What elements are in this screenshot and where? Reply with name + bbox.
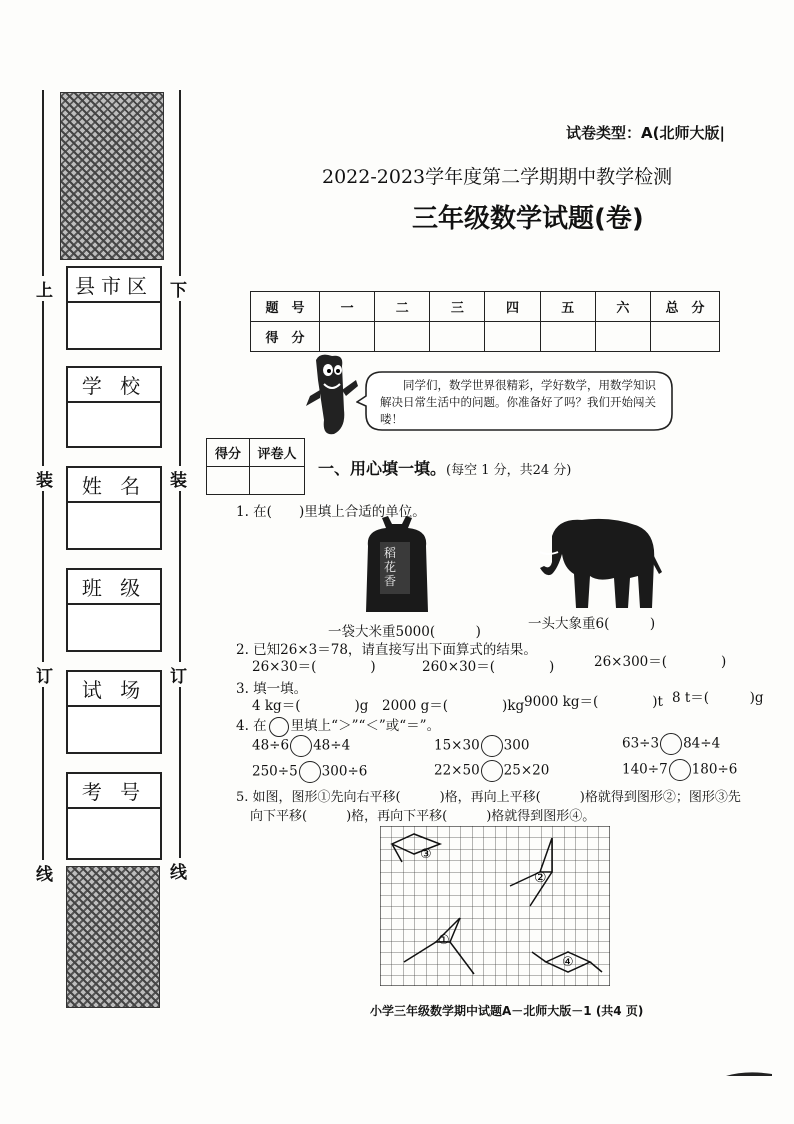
q4-item: 22×50 25×20 bbox=[434, 760, 549, 782]
field-exam-room[interactable] bbox=[66, 670, 162, 754]
score-table bbox=[250, 291, 720, 352]
q1-rice-label: 一袋大米重5000( ) bbox=[328, 624, 481, 640]
q5-line2: 向下平移( )格，再向下平移( )格就得到图形④。 bbox=[250, 809, 596, 824]
answer-circle[interactable] bbox=[290, 735, 312, 757]
q4-item: 15×30 300 bbox=[434, 735, 529, 757]
field-label: 试 场 bbox=[68, 672, 160, 707]
q4-text-pre: 4. 在 bbox=[236, 718, 267, 734]
score-cell[interactable] bbox=[320, 322, 375, 352]
q3-d: 8 t＝( )g bbox=[672, 690, 764, 706]
score-row-label: 得 分 bbox=[251, 322, 320, 352]
translation-grid-figure bbox=[380, 826, 610, 986]
field-school[interactable] bbox=[66, 366, 162, 448]
decorative-pattern-top bbox=[60, 92, 164, 260]
shape-label-4: ④ bbox=[562, 955, 574, 970]
binding-char-zhuang-left: 装 bbox=[36, 466, 53, 491]
score-header-cell: 三 bbox=[430, 292, 485, 322]
score-cell[interactable] bbox=[540, 322, 595, 352]
field-label: 班 级 bbox=[68, 570, 160, 605]
field-exam-number[interactable] bbox=[66, 772, 162, 860]
binding-char-ding-left: 订 bbox=[36, 662, 53, 687]
shape-label-2: ② bbox=[534, 870, 547, 886]
field-county[interactable] bbox=[66, 266, 162, 350]
binding-char-ding-right: 订 bbox=[170, 662, 187, 687]
score-header-cell: 六 bbox=[595, 292, 650, 322]
grader-score-header: 得分 bbox=[207, 439, 250, 467]
binding-char-zhuang-right: 装 bbox=[170, 466, 187, 491]
field-label: 姓 名 bbox=[68, 468, 160, 503]
rice-bag-text: 稻花香 bbox=[384, 546, 397, 588]
q4-item: 48÷6 48÷4 bbox=[252, 735, 350, 757]
score-header-cell: 二 bbox=[375, 292, 430, 322]
answer-circle[interactable] bbox=[481, 735, 503, 757]
paper-type: 试卷类型：A(北师大版| bbox=[566, 124, 725, 142]
answer-circle[interactable] bbox=[660, 733, 682, 755]
compare-circle-icon bbox=[269, 717, 289, 737]
grader-table bbox=[206, 438, 305, 495]
q1-elephant-label: 一头大象重6( ) bbox=[528, 616, 656, 632]
grader-name-cell[interactable] bbox=[250, 467, 305, 495]
score-header-cell: 五 bbox=[540, 292, 595, 322]
shape-label-1: ① bbox=[438, 933, 450, 948]
q4-text-post: 里填上“＞”“＜”或“＝”。 bbox=[290, 718, 441, 734]
elephant-image bbox=[534, 512, 664, 612]
exam-title: 2022-2023学年度第二学期期中教学检测 bbox=[322, 166, 673, 188]
score-cell[interactable] bbox=[651, 322, 720, 352]
score-header-cell: 一 bbox=[320, 292, 375, 322]
q4-item: 63÷3 84÷4 bbox=[622, 733, 720, 755]
field-label: 县市区 bbox=[68, 268, 160, 303]
answer-circle[interactable] bbox=[299, 761, 321, 783]
q3-text: 3. 填一填。 bbox=[236, 681, 308, 697]
section1-title bbox=[318, 456, 571, 479]
scan-mark bbox=[724, 1066, 774, 1078]
q1-text: 1. 在( )里填上合适的单位。 bbox=[236, 504, 426, 520]
field-name[interactable] bbox=[66, 466, 162, 550]
binding-char-bottom: 下 bbox=[170, 276, 187, 301]
binding-char-xian-left: 线 bbox=[36, 860, 53, 885]
shape-label-3: ③ bbox=[420, 847, 432, 862]
decorative-pattern-bottom bbox=[66, 866, 160, 1008]
mascot-illustration bbox=[302, 350, 362, 440]
page-footer: 小学三年级数学期中试题A－北师大版－1 (共4 页) bbox=[370, 1004, 644, 1018]
score-cell[interactable] bbox=[595, 322, 650, 352]
section1-note: (每空 1 分，共24 分) bbox=[446, 463, 572, 478]
q5-line1: 5. 如图，图形①先向右平移( )格，再向上平移( )格就得到图形②；图形③先 bbox=[236, 790, 741, 805]
q3-c: 9000 kg＝( )t bbox=[524, 694, 663, 710]
score-header-cell: 四 bbox=[485, 292, 540, 322]
score-cell[interactable] bbox=[485, 322, 540, 352]
q2-a: 26×30＝( ) bbox=[252, 659, 376, 675]
q2-b: 260×30＝( ) bbox=[422, 659, 555, 675]
answer-circle[interactable] bbox=[481, 760, 503, 782]
score-cell[interactable] bbox=[430, 322, 485, 352]
field-label: 学 校 bbox=[68, 368, 160, 403]
q3-b: 2000 g＝( )kg bbox=[382, 698, 525, 714]
score-cell[interactable] bbox=[375, 322, 430, 352]
binding-char-xian-right: 线 bbox=[170, 858, 187, 883]
q4-item: 250÷5 300÷6 bbox=[252, 761, 367, 783]
binding-char-top: 上 bbox=[36, 276, 53, 301]
score-header-cell: 题 号 bbox=[251, 292, 320, 322]
q4-item: 140÷7 180÷6 bbox=[622, 759, 737, 781]
field-label: 考 号 bbox=[68, 774, 160, 809]
answer-circle[interactable] bbox=[669, 759, 691, 781]
grader-score-cell[interactable] bbox=[207, 467, 250, 495]
q2-text: 2. 已知26×3＝78，请直接写出下面算式的结果。 bbox=[236, 642, 537, 658]
q2-c: 26×300＝( ) bbox=[594, 654, 727, 670]
subject-title: 三年级数学试题(卷) bbox=[412, 204, 644, 234]
q3-a: 4 kg＝( )g bbox=[252, 698, 369, 714]
section1-heading: 一、用心填一填。 bbox=[318, 459, 447, 478]
field-class[interactable] bbox=[66, 568, 162, 652]
q4-text bbox=[236, 714, 440, 737]
score-header-cell: 总 分 bbox=[651, 292, 720, 322]
mascot-message: 同学们，数学世界很精彩，学好数学，用数学知识解决日常生活中的问题。你准备好了吗？我们开始闯关喽！ bbox=[380, 378, 656, 426]
grader-name-header: 评卷人 bbox=[250, 439, 305, 467]
